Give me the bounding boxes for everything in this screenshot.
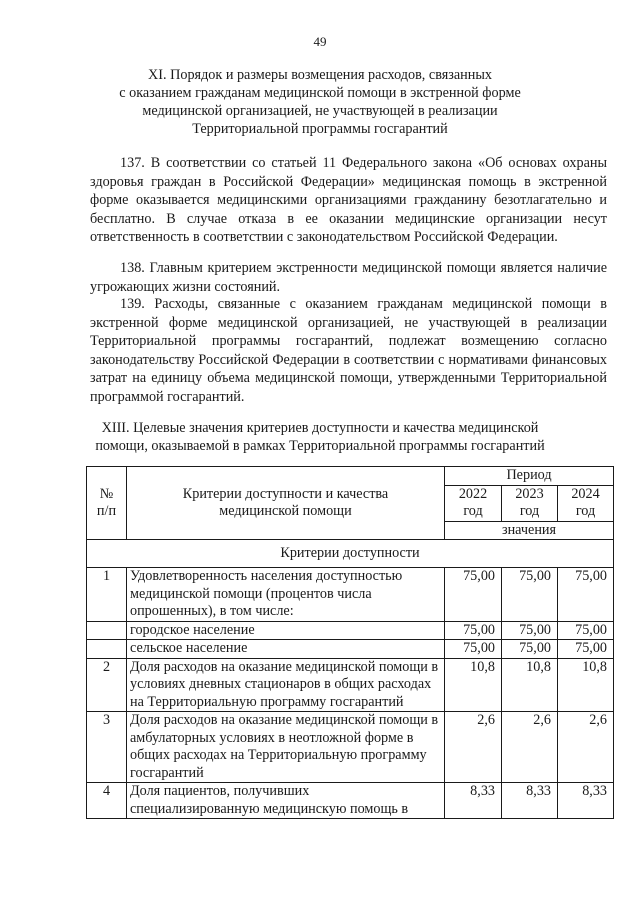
header-year-2024: 2024 год bbox=[558, 485, 614, 521]
row-value-2024: 75,00 bbox=[558, 621, 614, 640]
criteria-table bbox=[86, 466, 614, 819]
row-value-2023: 75,00 bbox=[502, 640, 558, 659]
header-period: Период bbox=[445, 467, 614, 486]
row-number: 2 bbox=[87, 658, 127, 712]
row-number: 4 bbox=[87, 783, 127, 819]
row-value-2022: 75,00 bbox=[445, 640, 502, 659]
row-number: 3 bbox=[87, 712, 127, 783]
row-number: 1 bbox=[87, 568, 127, 622]
section-11-title-line: медицинской организацией, не участвующей в реализации bbox=[142, 103, 498, 119]
row-value-2024: 2,6 bbox=[558, 712, 614, 783]
row-value-2024: 75,00 bbox=[558, 568, 614, 622]
row-label: Доля расходов на оказание медицинской помощи в условиях дневных стационаров в общих расходах на Территориальную программу госгарантий bbox=[127, 658, 445, 712]
row-label: городское население bbox=[127, 621, 445, 640]
paragraph-138: 138. Главным критерием экстренности медицинской помощи является наличие угрожающих жизни состояний. bbox=[90, 260, 607, 295]
table-row bbox=[87, 568, 614, 622]
table-row bbox=[87, 621, 614, 640]
header-year-2023: 2023 год bbox=[502, 485, 558, 521]
row-value-2024: 8,33 bbox=[558, 783, 614, 819]
row-value-2023: 10,8 bbox=[502, 658, 558, 712]
row-value-2022: 75,00 bbox=[445, 568, 502, 622]
row-label: Удовлетворенность населения доступностью медицинской помощи (процентов числа опрошенных), в том числе: bbox=[127, 568, 445, 622]
section-11-title bbox=[0, 66, 640, 138]
section-13-title bbox=[0, 419, 640, 455]
table-row bbox=[87, 712, 614, 783]
section-11-title-line: с оказанием гражданам медицинской помощи в экстренной форме bbox=[119, 85, 521, 101]
row-value-2023: 75,00 bbox=[502, 568, 558, 622]
row-value-2022: 2,6 bbox=[445, 712, 502, 783]
section-13-title-line: помощи, оказываемой в рамках Территориальной программы госгарантий bbox=[95, 438, 545, 454]
table-row bbox=[87, 783, 614, 819]
header-num: № п/п bbox=[87, 467, 127, 540]
row-value-2023: 8,33 bbox=[502, 783, 558, 819]
row-value-2022: 75,00 bbox=[445, 621, 502, 640]
header-year-2022: 2022 год bbox=[445, 485, 502, 521]
page-number: 49 bbox=[313, 34, 327, 49]
paragraph-139: 139. Расходы, связанные с оказанием гражданам медицинской помощи в экстренной форме медицинской организацией, не участвующей в реализации Территориальной программы госгарантий, подлежат возмещению согласно законодательству Российской Федерации в соответствии с нормативами финансовых затрат на единицу объема медицинской помощи, утвержденными Территориальной программой госгарантий. bbox=[90, 296, 607, 405]
section-11-title-line: Территориальной программы госгарантий bbox=[192, 121, 448, 137]
row-value-2023: 2,6 bbox=[502, 712, 558, 783]
table-row bbox=[87, 640, 614, 659]
row-label: сельское население bbox=[127, 640, 445, 659]
row-value-2022: 8,33 bbox=[445, 783, 502, 819]
header-values: значения bbox=[445, 521, 614, 540]
row-value-2024: 75,00 bbox=[558, 640, 614, 659]
row-label: Доля расходов на оказание медицинской помощи в амбулаторных условиях в неотложной форме в общих расходах на Территориальную программу госгарантий bbox=[127, 712, 445, 783]
header-criteria: Критерии доступности и качества медицинской помощи bbox=[127, 467, 445, 540]
row-value-2024: 10,8 bbox=[558, 658, 614, 712]
section-11-title-line: XI. Порядок и размеры возмещения расходов, связанных bbox=[148, 67, 492, 83]
row-number bbox=[87, 640, 127, 659]
paragraph-137: 137. В соответствии со статьей 11 Федерального закона «Об основах охраны здоровья граждан в Российской Федерации» медицинская помощь в экстренной форме оказывается медицинскими организациями гражданину безотлагательно и бесплатно. В случае отказа в ее оказании медицинские организации несут ответственность в соответствии с законодательством Российской Федерации. bbox=[90, 155, 607, 246]
section-label: Критерии доступности bbox=[87, 540, 614, 568]
table-row bbox=[87, 658, 614, 712]
row-label: Доля пациентов, получивших специализированную медицинскую помощь в bbox=[127, 783, 445, 819]
row-number bbox=[87, 621, 127, 640]
row-value-2023: 75,00 bbox=[502, 621, 558, 640]
section-13-title-line: XIII. Целевые значения критериев доступности и качества медицинской bbox=[101, 420, 539, 436]
row-value-2022: 10,8 bbox=[445, 658, 502, 712]
